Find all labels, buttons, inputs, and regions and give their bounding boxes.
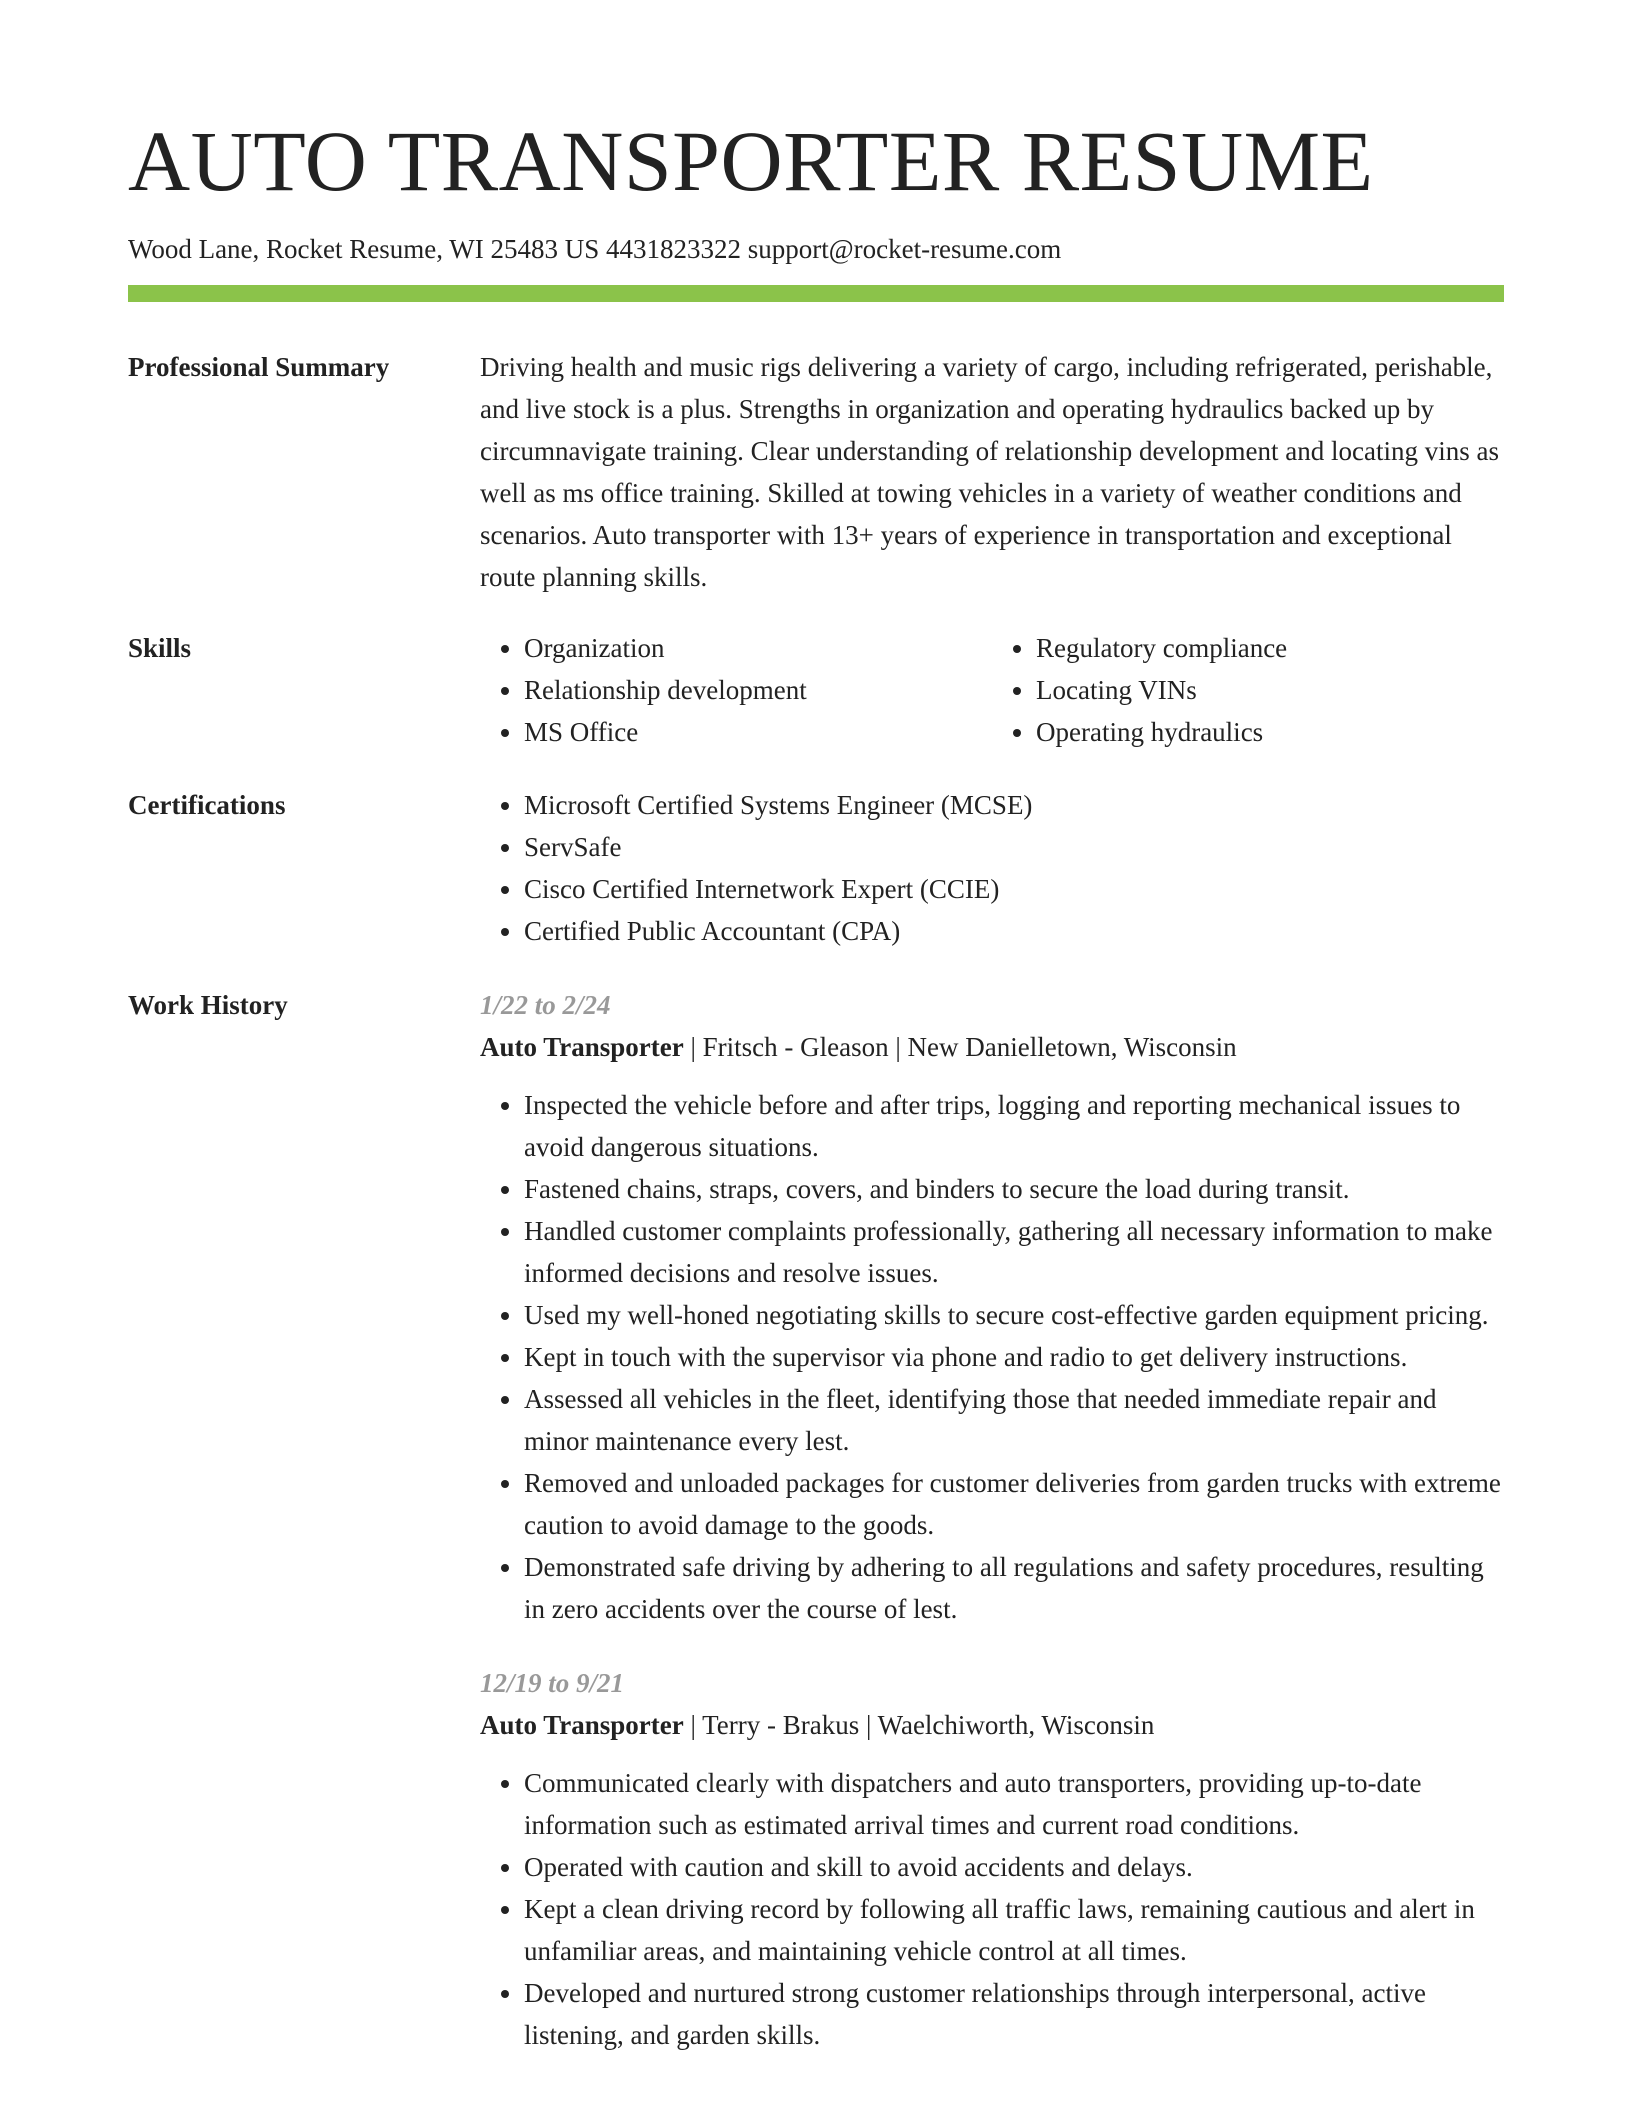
contact-phone: 4431823322 xyxy=(606,234,741,264)
job-heading xyxy=(480,1026,1504,1068)
certifications-label: Certifications xyxy=(128,790,286,820)
header-divider xyxy=(128,285,1504,302)
skill-item: • Organization xyxy=(524,627,992,669)
job-title: Auto Transporter xyxy=(480,1710,684,1740)
job-bullet: • Fastened chains, straps, covers, and binders to secure the load during transit. xyxy=(524,1168,1504,1210)
job-bullet: • Inspected the vehicle before and after trips, logging and reporting mechanical issues to avoid dangerous situations. xyxy=(524,1084,1504,1168)
job-entry xyxy=(480,1662,1504,2056)
job-bullets xyxy=(480,1762,1504,2056)
job-bullet: • Used my well-honed negotiating skills to secure cost-effective garden equipment pricing. xyxy=(524,1294,1504,1336)
summary-text: Driving health and music rigs delivering a variety of cargo, including refrigerated, perishable, and live stock is a plus. Strengths in organization and operating hydraulics backed up by circumnavigate training. Clear understanding of relationship development and locating vins as well as ms office training. Skilled at towing vehicles in a variety of weather conditions and scenarios. Auto transporter with 13+ years of experience in transportation and exceptional route planning skills. xyxy=(480,352,1499,592)
job-bullet: • Kept in touch with the supervisor via phone and radio to get delivery instructions. xyxy=(524,1336,1504,1378)
skills-list-left xyxy=(480,627,992,753)
skill-item: • Locating VINs xyxy=(1036,669,1504,711)
job-dates: 1/22 to 2/24 xyxy=(480,990,611,1020)
contact-address: Wood Lane, Rocket Resume, WI 25483 US xyxy=(128,234,600,264)
certification-item: • ServSafe xyxy=(524,826,1504,868)
certification-item: • Certified Public Accountant (CPA) xyxy=(524,910,1504,952)
work-history-body xyxy=(480,984,1504,2088)
job-bullet: • Kept a clean driving record by following all traffic laws, remaining cautious and alert in unfamiliar areas, and maintaining vehicle control at all times. xyxy=(524,1888,1504,1972)
skill-item: • Regulatory compliance xyxy=(1036,627,1504,669)
skill-item: • Operating hydraulics xyxy=(1036,711,1504,753)
skills-list-right xyxy=(992,627,1504,753)
skills-label: Skills xyxy=(128,633,192,663)
skill-item: • Relationship development xyxy=(524,669,992,711)
job-bullet: • Developed and nurtured strong customer relationships through interpersonal, active listening, and garden skills. xyxy=(524,1972,1504,2056)
certification-item: • Cisco Certified Internetwork Expert (CCIE) xyxy=(524,868,1504,910)
job-title: Auto Transporter xyxy=(480,1032,684,1062)
job-entry xyxy=(480,984,1504,1630)
resume-title: AUTO TRANSPORTER RESUME xyxy=(128,113,1374,209)
job-details: | Terry - Brakus | Waelchiworth, Wisconsin xyxy=(683,1710,1155,1740)
skills-body xyxy=(480,627,1504,753)
job-dates: 12/19 to 9/21 xyxy=(480,1668,625,1698)
job-bullet: • Communicated clearly with dispatchers and auto transporters, providing up-to-date information such as estimated arrival times and current road conditions. xyxy=(524,1762,1504,1846)
job-bullet: • Handled customer complaints professionally, gathering all necessary information to make informed decisions and resolve issues. xyxy=(524,1210,1504,1294)
job-heading xyxy=(480,1704,1504,1746)
job-details: | Fritsch - Gleason | New Danielletown, Wisconsin xyxy=(683,1032,1237,1062)
summary-label: Professional Summary xyxy=(128,352,390,382)
work-history-label: Work History xyxy=(128,990,288,1020)
job-bullet: • Assessed all vehicles in the fleet, identifying those that needed immediate repair and minor maintenance every lest. xyxy=(524,1378,1504,1462)
certifications-body xyxy=(480,784,1504,952)
skill-item: • MS Office xyxy=(524,711,992,753)
summary-body xyxy=(480,346,1504,598)
job-bullet: • Removed and unloaded packages for customer deliveries from garden trucks with extreme caution to avoid damage to the goods. xyxy=(524,1462,1504,1546)
certification-item: • Microsoft Certified Systems Engineer (MCSE) xyxy=(524,784,1504,826)
contact-email: support@rocket-resume.com xyxy=(747,234,1062,264)
certifications-list xyxy=(480,784,1504,952)
contact-line xyxy=(128,232,1061,266)
job-bullet: • Demonstrated safe driving by adhering to all regulations and safety procedures, resulting in zero accidents over the course of lest. xyxy=(524,1546,1504,1630)
job-bullets xyxy=(480,1084,1504,1630)
job-bullet: • Operated with caution and skill to avoid accidents and delays. xyxy=(524,1846,1504,1888)
